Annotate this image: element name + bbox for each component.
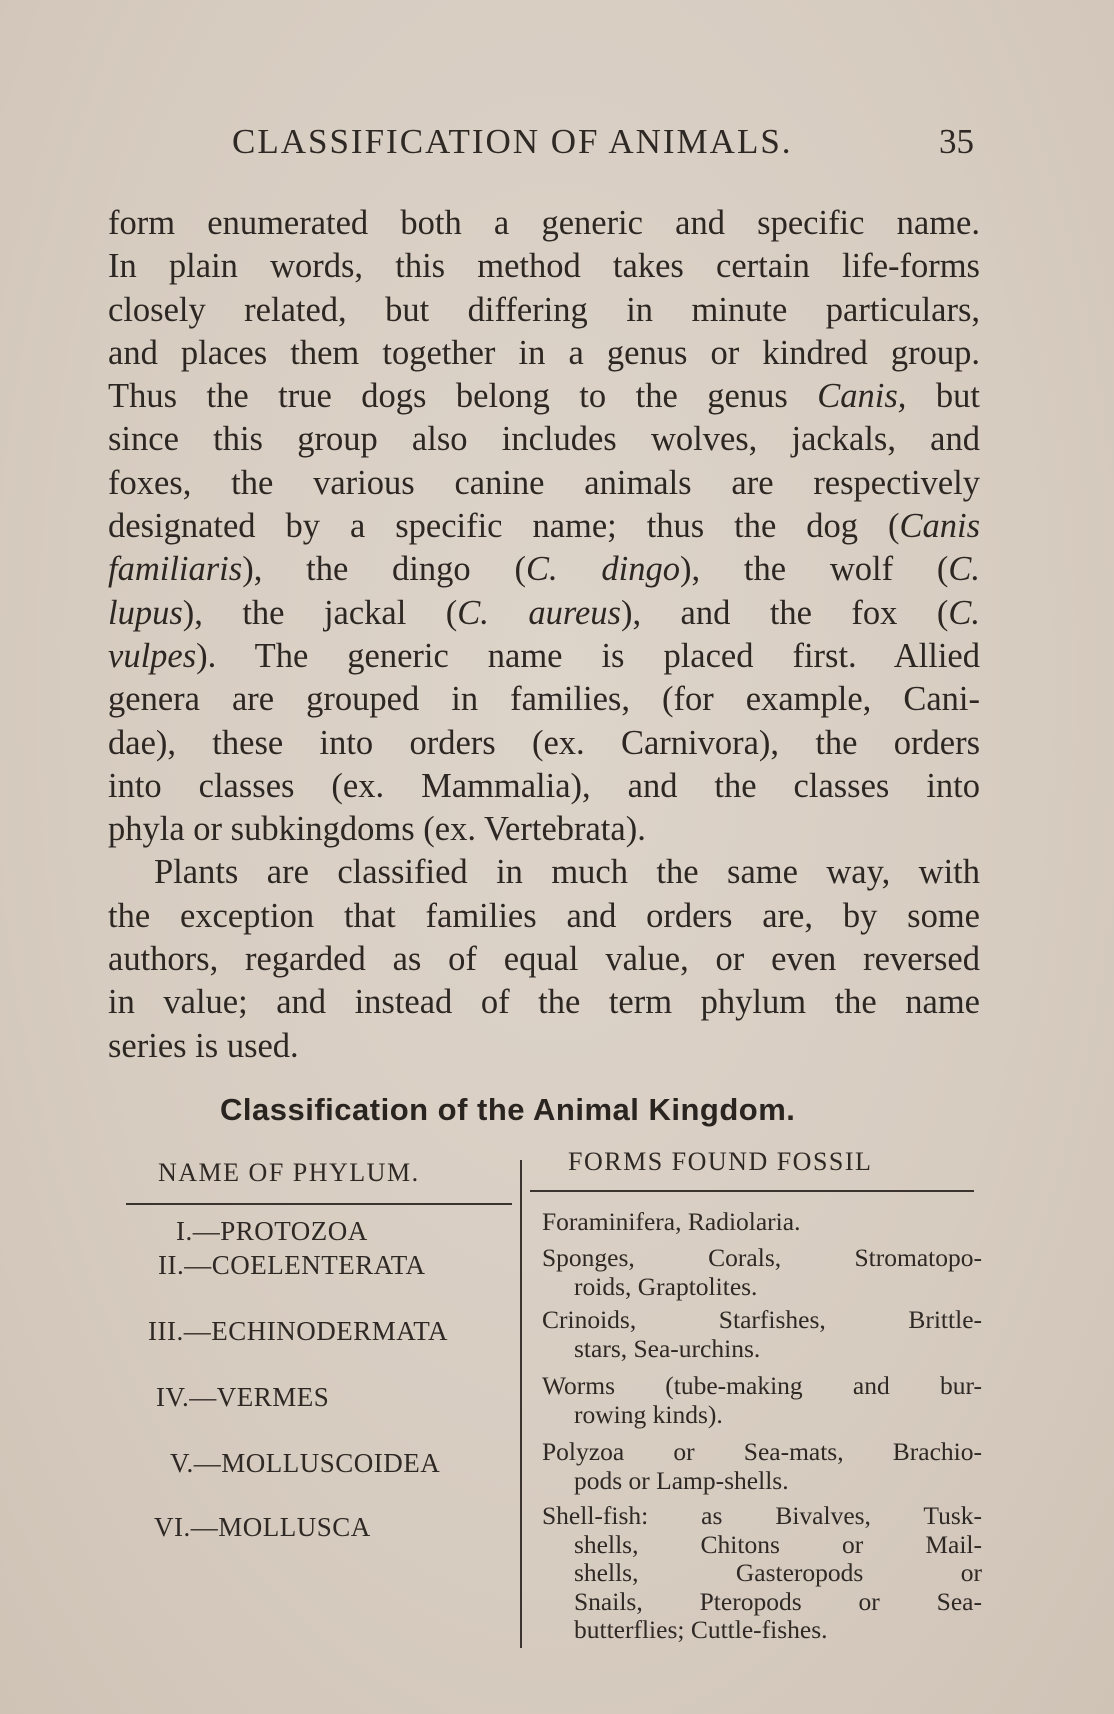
text-line: foxes, the various canine animals are respectively — [108, 463, 980, 502]
forms-line: shells, Chitons or Mail- — [574, 1529, 982, 1559]
text-line: and places them together in a genus or kindred group. — [108, 333, 980, 372]
fossil-forms — [542, 1208, 982, 1237]
fossil-forms — [542, 1372, 982, 1429]
forms-line: stars, Sea-urchins. — [574, 1333, 761, 1363]
header-rule-left — [126, 1203, 512, 1205]
text-line: in value; and instead of the term phylum the name — [108, 983, 980, 1022]
text-line: the exception that families and orders are, by some — [108, 896, 980, 935]
phylum-name: II.—COELENTERATA — [158, 1250, 426, 1280]
forms-line: shells, Gasteropods or — [574, 1558, 982, 1587]
text-line: form enumerated both a generic and specific name. — [108, 204, 980, 242]
fossil-forms — [542, 1306, 982, 1363]
table-heading: Classification of the Animal Kingdom. — [220, 1092, 796, 1127]
text-line: into classes (ex. Mammalia), and the classes into — [108, 766, 980, 805]
fossil-forms — [542, 1244, 982, 1301]
italic-term: Canis — [899, 507, 980, 546]
forms-line: pods or Lamp-shells. — [574, 1465, 789, 1495]
text-line — [108, 635, 980, 678]
phylum-name: III.—ECHINODERMATA — [148, 1316, 449, 1346]
italic-term: familiaris — [108, 550, 243, 589]
text-line — [108, 548, 980, 591]
text-line: series is used. — [108, 1026, 299, 1065]
text-line: since this group also includes wolves, jackals, and — [108, 420, 980, 459]
text-fragment: Thus the true dogs belong to the genus — [108, 377, 788, 416]
text-line: dae), these into orders (ex. Carnivora), the orders — [108, 723, 980, 762]
italic-term: C. aureus — [457, 593, 621, 632]
text-line — [108, 375, 980, 418]
text-fragment: ), and the fox ( — [620, 593, 949, 632]
running-head — [232, 122, 974, 168]
phylum-name: V.—MOLLUSCOIDEA — [170, 1448, 441, 1478]
forms-line: roids, Graptolites. — [574, 1271, 758, 1301]
phylum-name: VI.—MOLLUSCA — [154, 1512, 371, 1542]
text-fragment: ), the wolf ( — [679, 550, 949, 589]
page-number: 35 — [939, 122, 974, 161]
forms-line: Snails, Pteropods or Sea- — [574, 1586, 982, 1616]
page-title: CLASSIFICATION OF ANIMALS. — [232, 122, 793, 161]
text-line: phyla or subkingdoms (ex. Vertebrata). — [108, 810, 646, 849]
forms-line: butterflies; Cuttle-fishes. — [574, 1615, 828, 1644]
fossil-forms — [542, 1502, 982, 1645]
text-line: closely related, but differing in minute particulars, — [108, 290, 980, 329]
italic-term: lupus — [108, 593, 183, 632]
text-fragment: ), the dingo ( — [242, 550, 526, 589]
fossil-forms — [542, 1438, 982, 1495]
column-divider — [520, 1160, 522, 1648]
header-rule-right — [530, 1190, 974, 1192]
phylum-name: I.—PROTOZOA — [176, 1216, 368, 1246]
text-fragment: ), the jackal ( — [182, 593, 458, 632]
column-header-phylum: NAME OF PHYLUM. — [158, 1158, 420, 1187]
forms-line: Crinoids, Starfishes, Brittle- — [542, 1305, 982, 1334]
phylum-name: IV.—VERMES — [156, 1382, 330, 1412]
text-line — [108, 592, 980, 635]
text-line: genera are grouped in families, (for example, Cani- — [108, 680, 980, 719]
forms-line: Polyzoa or Sea-mats, Brachio- — [542, 1437, 982, 1466]
column-header-forms: FORMS FOUND FOSSIL — [568, 1147, 873, 1176]
italic-term: Canis, — [817, 377, 907, 416]
forms-line: rowing kinds). — [574, 1399, 723, 1429]
italic-term: C. dingo — [525, 550, 680, 589]
text-fragment: ). The generic name is placed first. Allied — [196, 636, 980, 675]
italic-term: C. — [948, 593, 980, 632]
text-line — [108, 505, 980, 548]
forms-line: Foraminifera, Radiolaria. — [542, 1207, 801, 1236]
italic-term: vulpes — [108, 636, 197, 675]
text-line: Plants are classified in much the same way, with — [154, 853, 980, 892]
forms-line: Shell-fish: as Bivalves, Tusk- — [542, 1501, 982, 1530]
italic-term: C. — [948, 550, 980, 589]
forms-line: Worms (tube-making and bur- — [542, 1371, 982, 1400]
text-fragment: but — [935, 377, 981, 416]
text-fragment: designated by a specific name; thus the dog ( — [108, 507, 900, 546]
body-paragraphs — [108, 202, 980, 1068]
text-line: In plain words, this method takes certain life-forms — [108, 247, 980, 286]
forms-line: Sponges, Corals, Stromatopo- — [542, 1243, 982, 1272]
text-line: authors, regarded as of equal value, or even reversed — [108, 940, 980, 979]
